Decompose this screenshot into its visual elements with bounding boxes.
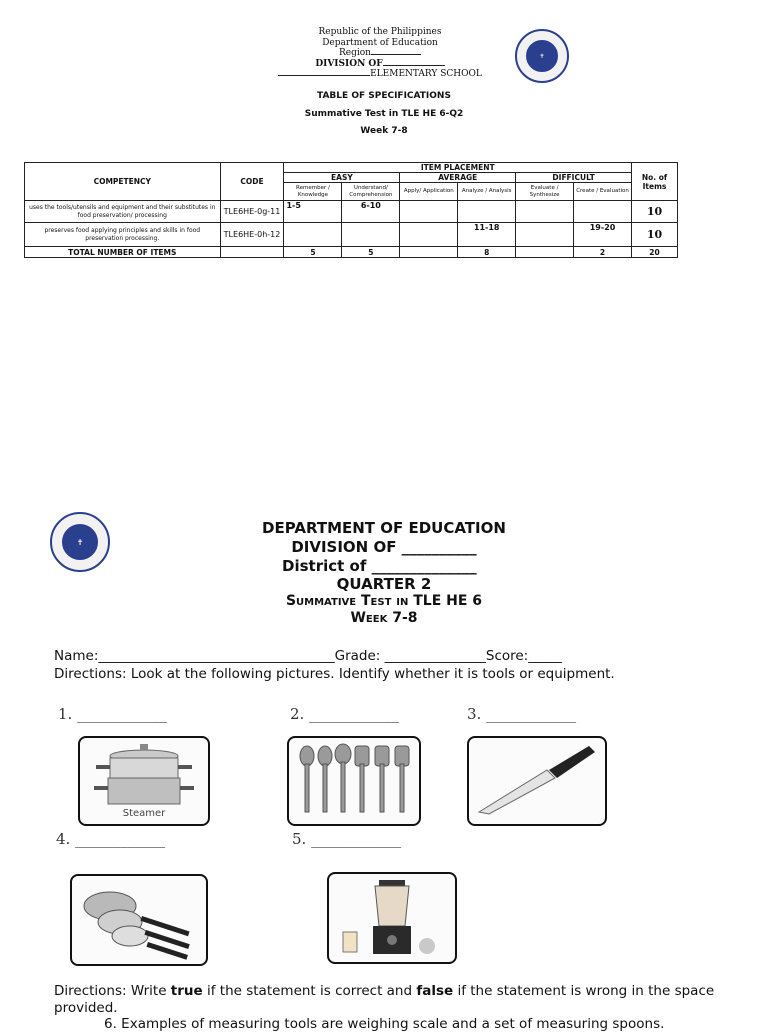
blender-picture xyxy=(327,872,457,964)
group-difficult: DIFFICULT xyxy=(516,173,632,183)
region-line: Region xyxy=(230,48,530,59)
cell xyxy=(516,247,574,258)
cell: 5 xyxy=(284,247,342,258)
item-2-label: 2. ____________ xyxy=(290,705,400,723)
knife-icon xyxy=(469,738,605,824)
cell xyxy=(284,223,342,247)
total-label: TOTAL NUMBER OF ITEMS xyxy=(25,247,221,258)
directions-2: Directions: Write true if the statement is correct and false if the statement is wrong in the space provided. xyxy=(54,983,715,1016)
cell: 1-5 xyxy=(284,201,342,223)
col-no-items: No. of Items xyxy=(632,163,678,201)
table-row-total xyxy=(25,247,678,258)
cell: 5 xyxy=(342,247,400,258)
doc-week: Week 7-8 xyxy=(360,126,408,136)
steamer-picture xyxy=(78,736,210,826)
cell: 19-20 xyxy=(574,223,632,247)
cell: 6-10 xyxy=(342,201,400,223)
table-row xyxy=(25,223,678,247)
header-block xyxy=(230,27,530,80)
doc-title: TABLE OF SPECIFICATIONS xyxy=(317,91,451,101)
row-total: 10 xyxy=(632,201,678,223)
item-4-label: 4. ____________ xyxy=(56,830,166,848)
doc-subtitle: Summative Test in TLE HE 6-Q2 xyxy=(304,109,464,119)
name-grade-score-line: Name:___________________________________Grade: _______________Score:_____ xyxy=(54,648,562,664)
test-quarter: QUARTER 2 xyxy=(336,575,432,593)
directions-1: Directions: Look at the following pictures. Identify whether it is tools or equipment. xyxy=(54,666,615,682)
item-5-label: 5. ____________ xyxy=(292,830,402,848)
tos-table xyxy=(24,162,678,258)
deped-seal-icon: ✝ xyxy=(515,29,569,83)
steamer-caption: Steamer xyxy=(122,808,166,819)
department-text: Department of Education xyxy=(322,37,438,48)
republic-text: Republic of the Philippines xyxy=(318,27,442,37)
group-average: AVERAGE xyxy=(400,173,516,183)
cell xyxy=(342,223,400,247)
word-true: true xyxy=(170,983,203,999)
sub-apply: Apply/ Application xyxy=(400,183,458,201)
item-3-label: 3. ____________ xyxy=(467,705,577,723)
sub-create: Create / Evaluation xyxy=(574,183,632,201)
cell xyxy=(516,201,574,223)
cell xyxy=(574,201,632,223)
test-title: Summative Test in TLE HE 6 xyxy=(285,593,483,609)
cell: 11-18 xyxy=(458,223,516,247)
cooking-utensils-icon xyxy=(289,738,419,824)
cell: 2 xyxy=(574,247,632,258)
cell xyxy=(516,223,574,247)
col-code: CODE xyxy=(220,163,284,201)
test-district: District of ______________ xyxy=(282,557,477,575)
sub-evaluate: Evaluate / Synthesize xyxy=(516,183,574,201)
row-code: TLE6HE-0h-12 xyxy=(220,223,284,247)
col-item-placement: ITEM PLACEMENT xyxy=(284,163,632,173)
cell xyxy=(220,247,284,258)
knife-picture xyxy=(467,736,607,826)
word-false: false xyxy=(416,983,454,999)
cell xyxy=(400,247,458,258)
test-dept: DEPARTMENT OF EDUCATION xyxy=(262,519,506,537)
cell xyxy=(400,201,458,223)
row-competency: uses the tools/utensils and equipment and their substitutes in food preservation/ processing xyxy=(25,201,221,223)
sub-remember: Remember / Knowledge xyxy=(284,183,342,201)
row-competency: preserves food applying principles and skills in food preservation processing. xyxy=(25,223,221,247)
test-week: Week 7-8 xyxy=(350,610,418,626)
col-competency: COMPETENCY xyxy=(25,163,221,201)
row-code: TLE6HE-0g-11 xyxy=(220,201,284,223)
strainer-icon xyxy=(72,876,206,964)
cell xyxy=(458,201,516,223)
table-row xyxy=(25,201,678,223)
utensils-picture xyxy=(287,736,421,826)
division-line: DIVISION OF xyxy=(230,59,530,70)
sub-analyze: Analyze / Analysis xyxy=(458,183,516,201)
deped-seal-icon: ✝ xyxy=(50,512,110,572)
test-division: DIVISION OF __________ xyxy=(291,538,477,556)
sub-understand: Understand/ Comprehension xyxy=(342,183,400,201)
blender-icon xyxy=(329,874,455,962)
group-easy: EASY xyxy=(284,173,400,183)
school-line: ELEMENTARY SCHOOL xyxy=(230,69,530,80)
row-total: 10 xyxy=(632,223,678,247)
strainer-picture xyxy=(70,874,208,966)
cell: 8 xyxy=(458,247,516,258)
cell: 20 xyxy=(632,247,678,258)
cell xyxy=(400,223,458,247)
question-6: 6. Examples of measuring tools are weighing scale and a set of measuring spoons. xyxy=(104,1016,665,1032)
item-1-label: 1. ____________ xyxy=(58,705,168,723)
